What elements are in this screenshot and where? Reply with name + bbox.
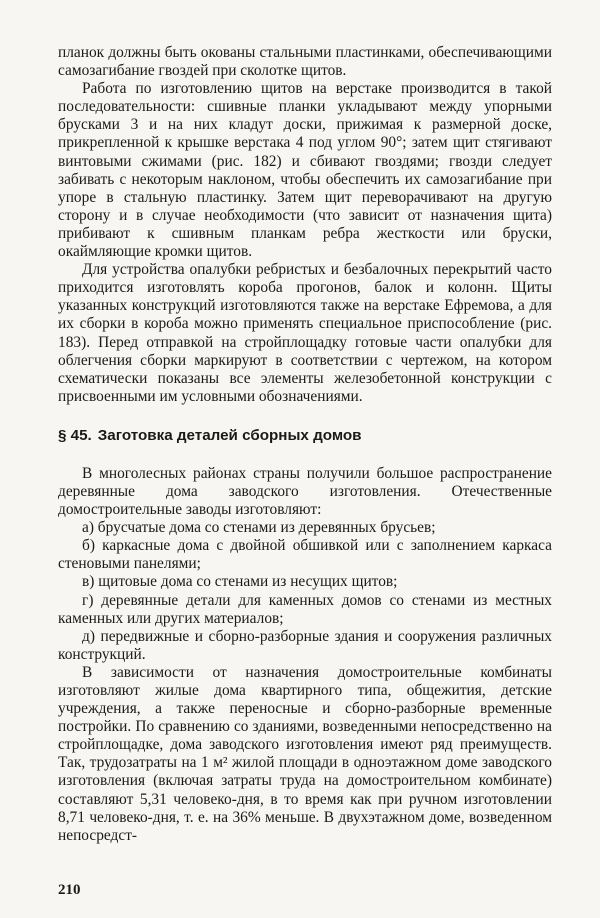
list-item-b: б) каркасные дома с двойной обшивкой или с заполнением каркаса стеновыми панелями;	[58, 537, 552, 573]
paragraph-continued: планок должны быть окованы стальными пластинками, обеспечивающими самозагибание гвоздей при сколотке щитов.	[58, 44, 552, 80]
list-item-v: в) щитовые дома со стенами из несущих щитов;	[82, 573, 398, 591]
paragraph-closing: В зависимости от назначения домостроительные комбинаты изготовляют жилые дома квартирного типа, общежития, детские учреждения, а также переносные и сборно-разборные временные постройки. По сравнению со зданиями, возведенными непосредственно на стройплощадке, дома заводского изготовления имеют ряд преимуществ. Так, трудозатраты на 1 м² жилой площади в одноэтажном доме заводского изготовления (включая затраты труда на домостроительном комбинате) составляют 5,31 человеко-дня, в то время как при ручном изготовлении 8,71 человеко-дня, т. е. на 36% меньше. В двухэтажном доме, возведенном непосредст-	[58, 663, 552, 844]
page-content	[58, 44, 552, 845]
paragraph-formwork-boxes: Для устройства опалубки ребристых и безбалочных перекрытий часто приходится изготовлять короба прогонов, балок и колонн. Щиты указанных конструкций изготовляются также на верстаке Ефремова, а для их сборки в короба можно применять специальное приспособление (рис. 183). Перед отправкой на стройплощадку готовые части опалубки для облегчения сборки маркируют в соответствии с чертежом, на котором схематически показаны все элементы железобетонной конструкции с присвоенными им условными обозначениями.	[58, 261, 552, 405]
page-number: 210	[58, 882, 81, 898]
paragraph-shield-fabrication: Работа по изготовлению щитов на верстаке производится в такой последовательности: сшивные планки укладывают между упорными брусками 3 и на них кладут доски, прижимая к размерной доске, прикрепленной к крышке верстака 4 под углом 90°; затем щит стягивают винтовыми сжимами (рис. 182) и сбивают гвоздями; гвозди следует забивать с некоторым наклоном, чтобы обеспечить их самозагибание при упоре в стальную пластинку. Затем щит переворачивают на другую сторону и в случае необходимости (что зависит от назначения щита) прибивают к сшивным планкам ребра жесткости или бруски, окаймляющие кромки щитов.	[58, 80, 552, 261]
section-heading	[58, 426, 552, 445]
paragraph-intro: В многолесных районах страны получили большое распространение деревянные дома заводского изготовления. Отечественные домостроительные заводы изготовляют:	[58, 464, 552, 519]
list-item-g: г) деревянные детали для каменных домов со стенами из местных каменных или других материалов;	[58, 591, 552, 627]
list-item-d: д) передвижные и сборно-разборные здания и сооружения различных конструкций.	[58, 627, 552, 663]
list-item-a: а) брусчатые дома со стенами из деревянных брусьев;	[82, 519, 436, 537]
section-number: § 45.	[58, 426, 92, 444]
section-title: Заготовка деталей сборных домов	[97, 426, 362, 444]
